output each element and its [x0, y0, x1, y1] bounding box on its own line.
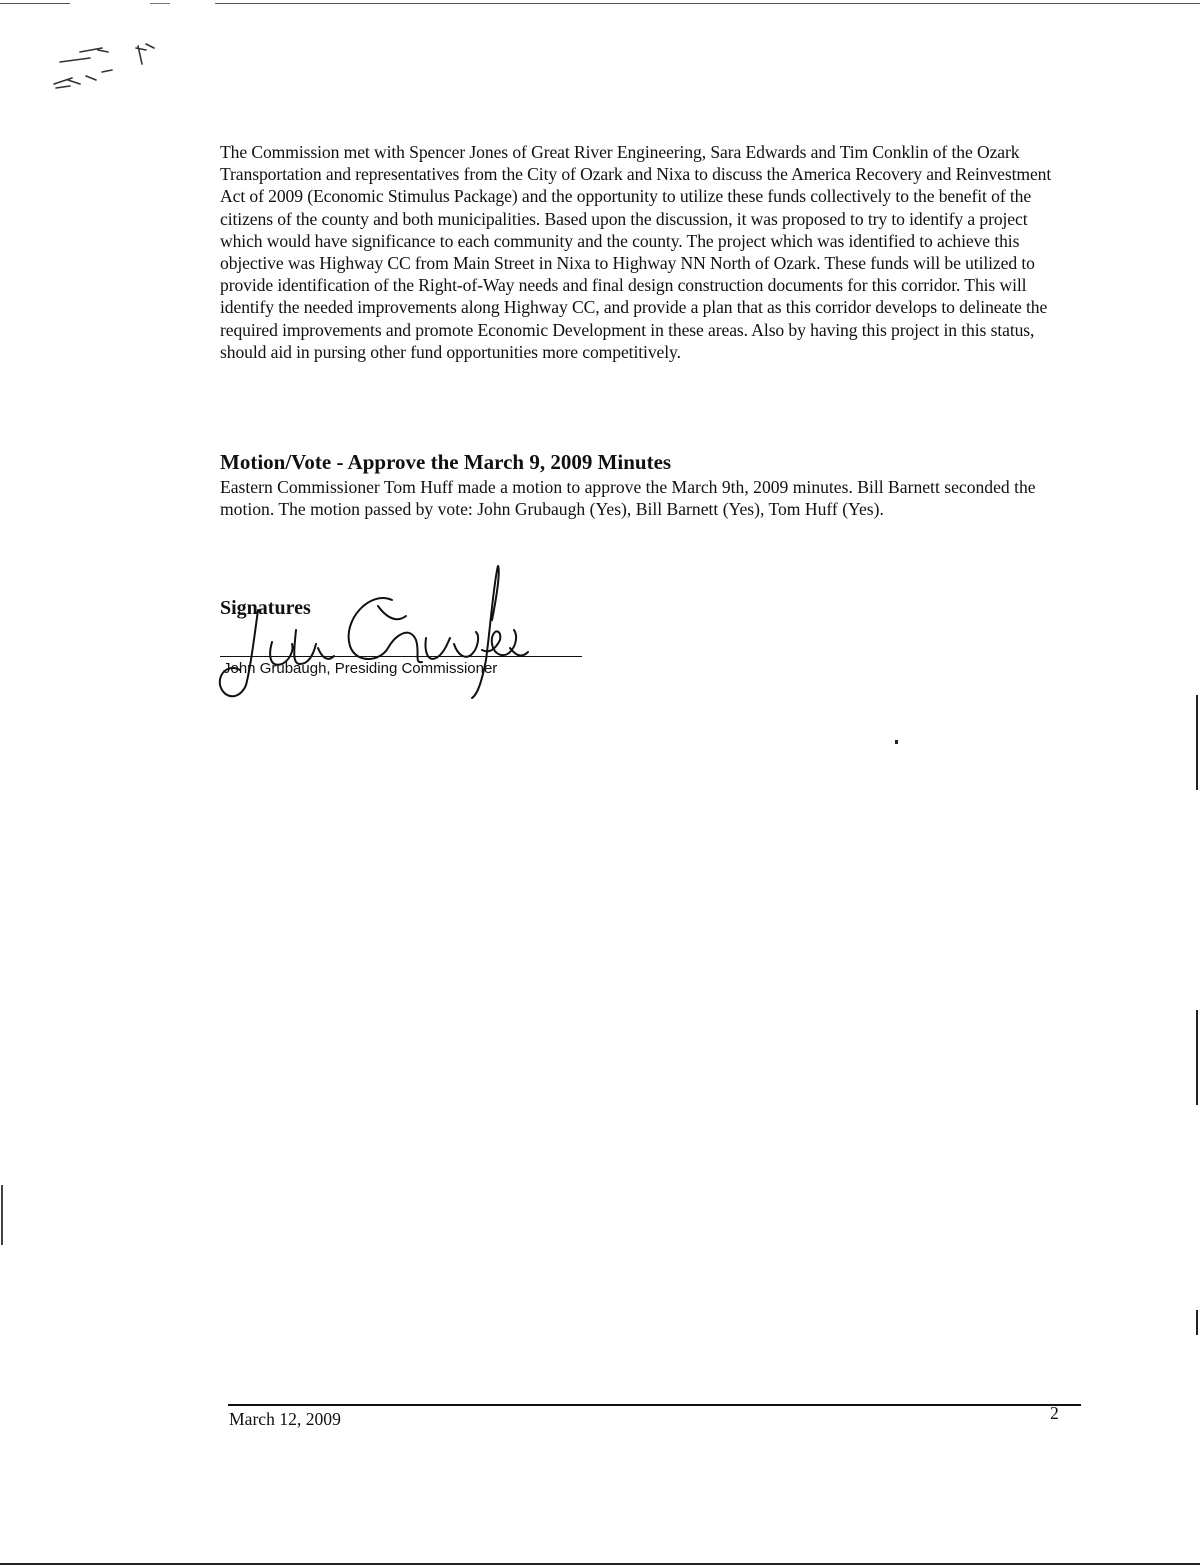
footer-date: March 12, 2009: [229, 1409, 341, 1429]
page-number: 2: [1050, 1403, 1059, 1423]
signer-name: John Grubaugh, Presiding Commissioner: [223, 660, 498, 677]
scan-edge-mark: [1196, 1010, 1198, 1105]
footer-rule: [228, 1404, 1081, 1406]
scan-edge-line: [0, 1563, 1200, 1565]
scan-edge-line: [0, 3, 1200, 4]
margin-scribble: [50, 40, 170, 100]
scan-edge-mark: [1, 1185, 3, 1245]
handwritten-signature: [210, 560, 540, 710]
stray-mark: [895, 740, 898, 744]
motion-text: Eastern Commissioner Tom Huff made a motion to approve the March 9th, 2009 minutes. Bill Barnett seconded the motion. The motion passed by vote: John Grubaugh (Yes), Bill Barnett (Yes), Tom Huff (Yes).: [220, 477, 1036, 520]
scan-edge-mark: [1196, 695, 1198, 790]
signatures-label: Signatures: [220, 597, 311, 619]
motion-heading: Motion/Vote - Approve the March 9, 2009 Minutes: [220, 450, 672, 474]
scan-edge-mark: [1196, 1310, 1198, 1335]
meeting-summary-paragraph: The Commission met with Spencer Jones of Great River Engineering, Sara Edwards and Tim Conklin of the Ozark Transportation and representatives from the City of Ozark and Nixa to discuss the America Recovery and Reinvestment Act of 2009 (Economic Stimulus Package) and the opportunity to utilize these funds collectively to the benefit of the citizens of the county and both municipalities. Based upon the discussion, it was proposed to try to identify a project which would have significance to each community and the county. The project which was identified to achieve this objective was Highway CC from Main Street in Nixa to Highway NN North of Ozark. These funds will be utilized to provide identification of the Right-of-Way needs and final design construction documents for this corridor. This will identify the needed improvements along Highway CC, and provide a plan that as this corridor develops to delineate the required improvements and promote Economic Development in these areas. Also by having this project in this status, should aid in pursing other fund opportunities more competitively.: [220, 142, 1052, 362]
